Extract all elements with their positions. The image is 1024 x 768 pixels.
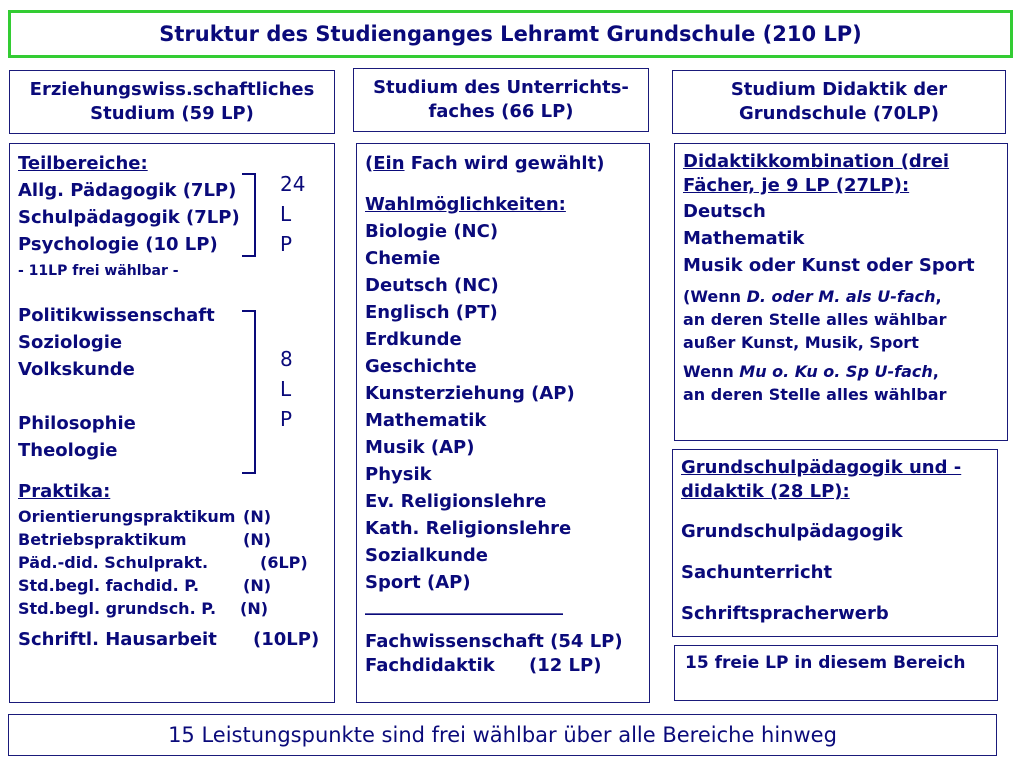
subject-item: Sozialkunde (365, 545, 488, 566)
header-line: Studium des Unterrichts- (373, 77, 629, 98)
hausarbeit-value: (10LP) (253, 629, 320, 650)
kombi-item: Deutsch (683, 201, 766, 222)
subject-item: Chemie (365, 248, 441, 269)
panel-freie-lp (674, 645, 998, 701)
bracket-group2 (254, 311, 256, 473)
text-fragment: ( (365, 153, 374, 174)
teilbereich-item: Psychologie (10 LP) (18, 234, 218, 255)
praktikum-name: Orientierungspraktikum (18, 507, 236, 526)
praktikum-row (18, 597, 326, 620)
subject-list (365, 218, 641, 596)
text-fragment: , (932, 362, 939, 381)
praktika-list (18, 505, 326, 620)
praktikum-value: (N) (240, 599, 269, 618)
lp-digit: 24 (280, 172, 306, 196)
ein-fach-note (365, 150, 641, 177)
kombi-item: Mathematik (683, 228, 805, 249)
teilbereiche-label: Teilbereiche: (18, 153, 148, 174)
bracket-tick (242, 255, 256, 257)
teilbereich-item: Theologie (18, 440, 118, 461)
bracket-group1 (254, 174, 256, 256)
lp-letter: P (280, 232, 293, 256)
header-line: faches (66 LP) (428, 101, 574, 122)
praktikum-row (18, 574, 326, 597)
teilbereich-item: Politikwissenschaft (18, 305, 215, 326)
text-fragment: , (935, 287, 942, 306)
text-fragment: Wenn (683, 362, 740, 381)
fachdidaktik-row (365, 654, 641, 678)
text-fragment: Fach wird gewählt) (404, 153, 605, 174)
subject-item: Kunsterziehung (AP) (365, 383, 575, 404)
gsp-label: didaktik (28 LP): (681, 481, 850, 502)
kombi-note1 (683, 285, 999, 354)
bracket-tick (242, 472, 256, 474)
panel-grundschulpaedagogik (672, 449, 998, 637)
panel-didaktikkombination (674, 143, 1008, 441)
praktikum-row (18, 505, 326, 528)
praktikum-value: (N) (243, 507, 272, 526)
praktikum-name: Std.begl. fachdid. P. (18, 576, 200, 595)
fachdidaktik-value: (12 LP) (529, 655, 602, 676)
lp-letter: P (280, 407, 293, 431)
separator-rule: ______________________ (365, 595, 563, 616)
header-unterrichtsfach (353, 68, 649, 132)
teilbereich-item: Philosophie (18, 413, 136, 434)
praktikum-name: Päd.-did. Schulprakt. (18, 553, 209, 572)
bracket-tick (242, 310, 256, 312)
fachwissenschaft-line: Fachwissenschaft (54 LP) (365, 631, 623, 652)
subject-item: Erdkunde (365, 329, 462, 350)
freie-lp-note: 15 freie LP in diesem Bereich (685, 653, 966, 673)
header-line: Studium (59 LP) (90, 103, 254, 124)
hausarbeit-row (18, 626, 326, 653)
lp-letter: L (280, 377, 292, 401)
footer-note: 15 Leistungspunkte sind frei wählbar über alle Bereiche hinweg (8, 714, 997, 756)
group1-lp-label (280, 169, 305, 259)
subject-item: Englisch (PT) (365, 302, 498, 323)
subject-item: Geschichte (365, 356, 477, 377)
note-line: an deren Stelle alles wählbar (683, 310, 947, 329)
praktikum-value: (N) (243, 576, 272, 595)
panel-erziehungswissenschaft (9, 143, 335, 703)
subject-item: Mathematik (365, 410, 487, 431)
praktikum-value: (6LP) (260, 553, 308, 572)
subject-item: Kath. Religionslehre (365, 518, 572, 539)
fachdidaktik-name: Fachdidaktik (365, 655, 495, 676)
text-fragment: Ein (373, 153, 405, 174)
gsp-item: Sachunterricht (681, 562, 833, 583)
subject-item: Physik (365, 464, 432, 485)
praktikum-name: Betriebspraktikum (18, 530, 187, 549)
kombi-label: Fächer, je 9 LP (27LP): (683, 175, 910, 196)
bracket-tick (242, 173, 256, 175)
group2-lp-label (280, 344, 293, 434)
praktikum-row (18, 528, 326, 551)
praktikum-row (18, 551, 326, 574)
subject-item: Musik (AP) (365, 437, 475, 458)
header-didaktik-grundschule (672, 70, 1006, 134)
frei-waehlbar-note: - 11LP frei wählbar - (18, 263, 179, 279)
header-line: Grundschule (70LP) (739, 103, 939, 124)
praktika-label: Praktika: (18, 481, 111, 502)
subject-item: Biologie (NC) (365, 221, 499, 242)
teilbereich-item: Schulpädagogik (7LP) (18, 207, 240, 228)
teilbereich-item: Allg. Pädagogik (7LP) (18, 180, 237, 201)
praktikum-value: (N) (243, 530, 272, 549)
panel-unterrichtsfach (356, 143, 650, 703)
header-line: Studium Didaktik der (730, 79, 948, 100)
kombi-item: Musik oder Kunst oder Sport (683, 255, 975, 276)
teilbereich-item: Volkskunde (18, 359, 135, 380)
praktikum-name: Std.begl. grundsch. P. (18, 599, 217, 618)
kombi-note2 (683, 360, 999, 406)
lp-letter: L (280, 202, 292, 226)
page-title: Struktur des Studienganges Lehramt Grundschule (210 LP) (8, 10, 1013, 58)
text-fragment: Mu o. Ku o. Sp U-fach (739, 362, 933, 381)
teilbereich-item: Soziologie (18, 332, 123, 353)
note-line: außer Kunst, Musik, Sport (683, 333, 919, 352)
text-fragment: (Wenn (683, 287, 747, 306)
wahlmoeglichkeiten-label: Wahlmöglichkeiten: (365, 194, 566, 215)
subject-item: Deutsch (NC) (365, 275, 499, 296)
gsp-label: Grundschulpädagogik und - (681, 457, 962, 478)
header-line: Erziehungswiss.schaftliches (29, 79, 315, 100)
text-fragment: D. oder M. als U-fach (746, 287, 936, 306)
hausarbeit-name: Schriftl. Hausarbeit (18, 629, 217, 650)
lp-digit: 8 (280, 347, 293, 371)
gsp-item: Schriftspracherwerb (681, 603, 889, 624)
header-erziehungswissenschaft (9, 70, 335, 134)
subject-item: Sport (AP) (365, 572, 471, 593)
subject-item: Ev. Religionslehre (365, 491, 547, 512)
kombi-label: Didaktikkombination (drei (683, 151, 950, 172)
gsp-item: Grundschulpädagogik (681, 521, 903, 542)
note-line: an deren Stelle alles wählbar (683, 385, 947, 404)
